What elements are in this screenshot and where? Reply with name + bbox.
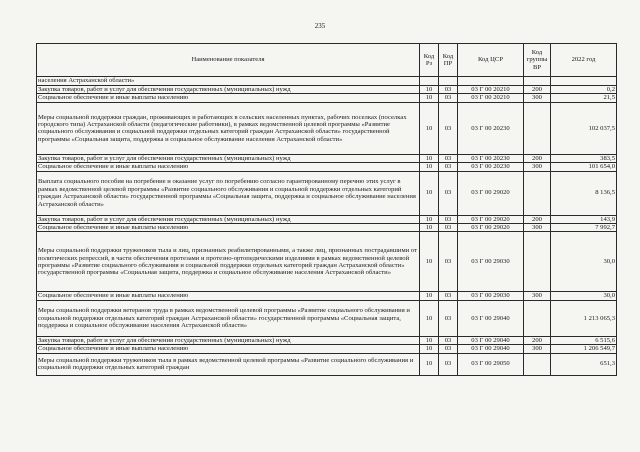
table-row <box>37 292 617 300</box>
cell-pr: 03 <box>439 292 458 300</box>
cell-csr: 03 Г 00 20210 <box>458 86 524 94</box>
cell-vr: 300 <box>524 94 551 102</box>
cell-vr: 300 <box>524 163 551 171</box>
cell-pr: 03 <box>439 300 458 336</box>
cell-amount: 1 206 549,7 <box>551 345 617 353</box>
cell-rz: 10 <box>420 292 439 300</box>
header-rz: Код Рз <box>420 44 439 77</box>
table-row <box>37 224 617 232</box>
table-row <box>37 353 617 375</box>
table-row <box>37 86 617 94</box>
cell-csr: 03 Г 00 29050 <box>458 353 524 375</box>
cell-csr: 03 Г 00 29040 <box>458 336 524 344</box>
cell-name: Меры социальной поддержки ветеранов труда в рамках ведомственной целевой программы «Развитие социального обслуживания и социальной поддержки отдельных категорий граждан Астраханской области» государственной программы «Социальная защита, поддержка и социальное обслуживание населения Астраханской области» <box>37 300 420 336</box>
cell-rz: 10 <box>420 154 439 162</box>
cell-pr: 03 <box>439 102 458 154</box>
cell-csr: 03 Г 00 29030 <box>458 232 524 292</box>
cell-pr: 03 <box>439 154 458 162</box>
cell-vr: 300 <box>524 345 551 353</box>
cell-name: Выплата социального пособия на погребение и оказание услуг по погребению согласно гарантированному перечню этих услуг в рамках ведомственной целевой программы «Развитие социального обслуживания и социальной поддержки отдельных категорий граждан Астраханской области» государственной программы «Социальная защита, поддержка и социальное обслуживание населения Астраханской области» <box>37 171 420 215</box>
cell-amount: 21,5 <box>551 94 617 102</box>
cell-pr <box>439 77 458 86</box>
header-year: 2022 год <box>551 44 617 77</box>
cell-rz: 10 <box>420 232 439 292</box>
cell-amount: 143,9 <box>551 215 617 223</box>
cell-csr: 03 Г 00 29030 <box>458 292 524 300</box>
cell-amount: 30,0 <box>551 232 617 292</box>
cell-name: Меры социальной поддержки тружеников тыла и лиц, признанных реабилитированными, а также лиц, признанных пострадавшими от политических репрессий, в части обеспечения протезами и протезно-ортопедическими изделиями в рамках ведомственной целевой программы «Развитие социального обслуживания и социальной поддержки отдельных категорий граждан Астраханской области» государственной программы «Социальная защита, поддержка и социальное обслуживание населения Астраханской области» <box>37 232 420 292</box>
cell-pr: 03 <box>439 163 458 171</box>
budget-table <box>36 43 617 376</box>
cell-name: Социальное обеспечение и иные выплаты населению <box>37 292 420 300</box>
cell-csr: 03 Г 00 20230 <box>458 154 524 162</box>
cell-amount: 102 037,5 <box>551 102 617 154</box>
header-pr: Код ПР <box>439 44 458 77</box>
cell-name: Закупка товаров, работ и услуг для обеспечения государственных (муниципальных) нужд <box>37 86 420 94</box>
cell-name: Закупка товаров, работ и услуг для обеспечения государственных (муниципальных) нужд <box>37 215 420 223</box>
cell-name: Закупка товаров, работ и услуг для обеспечения государственных (муниципальных) нужд <box>37 154 420 162</box>
cell-rz: 10 <box>420 224 439 232</box>
cell-pr: 03 <box>439 345 458 353</box>
cell-name: населения Астраханской области» <box>37 77 420 86</box>
cell-rz: 10 <box>420 215 439 223</box>
cell-amount: 6 515,6 <box>551 336 617 344</box>
table-header-row <box>37 44 617 77</box>
cell-amount <box>551 77 617 86</box>
cell-csr <box>458 77 524 86</box>
cell-name: Меры социальной поддержки граждан, проживающих и работающих в сельских населенных пунктах, рабочих поселках (поселках городского типа) Астраханской области (педагогические работники), в рамках ведомственной целевой программы «Развитие социального обслуживания и социальной поддержки отдельных категорий граждан Астраханской области» государственной программы «Социальная защита, поддержка и социальное обслуживание населения Астраханской области» <box>37 102 420 154</box>
cell-name: Закупка товаров, работ и услуг для обеспечения государственных (муниципальных) нужд <box>37 336 420 344</box>
cell-vr: 200 <box>524 215 551 223</box>
table-row <box>37 215 617 223</box>
cell-csr: 03 Г 00 29020 <box>458 215 524 223</box>
cell-vr: 200 <box>524 86 551 94</box>
cell-csr: 03 Г 00 20230 <box>458 163 524 171</box>
cell-vr: 200 <box>524 154 551 162</box>
cell-vr: 300 <box>524 292 551 300</box>
page-number: 235 <box>314 22 326 30</box>
cell-amount: 0,2 <box>551 86 617 94</box>
cell-pr: 03 <box>439 215 458 223</box>
cell-pr: 03 <box>439 94 458 102</box>
cell-name: Социальное обеспечение и иные выплаты населению <box>37 163 420 171</box>
table-row <box>37 102 617 154</box>
table-row <box>37 77 617 86</box>
header-name: Наименование показателя <box>37 44 420 77</box>
cell-rz: 10 <box>420 102 439 154</box>
cell-rz: 10 <box>420 353 439 375</box>
cell-rz: 10 <box>420 94 439 102</box>
cell-pr: 03 <box>439 336 458 344</box>
table-row <box>37 300 617 336</box>
cell-amount: 7 992,7 <box>551 224 617 232</box>
cell-amount: 383,5 <box>551 154 617 162</box>
cell-rz <box>420 77 439 86</box>
cell-vr: 300 <box>524 224 551 232</box>
cell-rz: 10 <box>420 345 439 353</box>
header-vr: Код группы ВР <box>524 44 551 77</box>
cell-vr <box>524 171 551 215</box>
cell-csr: 03 Г 00 29040 <box>458 345 524 353</box>
cell-amount: 1 213 065,3 <box>551 300 617 336</box>
cell-rz: 10 <box>420 336 439 344</box>
cell-vr <box>524 300 551 336</box>
cell-csr: 03 Г 00 20210 <box>458 94 524 102</box>
cell-csr: 03 Г 00 29020 <box>458 224 524 232</box>
cell-vr <box>524 77 551 86</box>
cell-rz: 10 <box>420 163 439 171</box>
table-body <box>37 77 617 376</box>
cell-pr: 03 <box>439 353 458 375</box>
cell-rz: 10 <box>420 300 439 336</box>
cell-vr <box>524 232 551 292</box>
table-row <box>37 163 617 171</box>
cell-csr: 03 Г 00 20230 <box>458 102 524 154</box>
cell-pr: 03 <box>439 171 458 215</box>
cell-amount: 30,0 <box>551 292 617 300</box>
cell-name: Меры социальной поддержки тружеников тыла в рамках ведомственной целевой программы «Развитие социального обслуживания и социальной поддержки отдельных категорий граждан <box>37 353 420 375</box>
cell-amount: 651,3 <box>551 353 617 375</box>
cell-rz: 10 <box>420 171 439 215</box>
table-row <box>37 154 617 162</box>
table-row <box>37 345 617 353</box>
table-row <box>37 94 617 102</box>
cell-pr: 03 <box>439 232 458 292</box>
cell-vr <box>524 102 551 154</box>
table-row <box>37 232 617 292</box>
cell-csr: 03 Г 00 29040 <box>458 300 524 336</box>
cell-name: Социальное обеспечение и иные выплаты населению <box>37 345 420 353</box>
table-row <box>37 336 617 344</box>
header-csr: Код ЦСР <box>458 44 524 77</box>
cell-csr: 03 Г 00 29020 <box>458 171 524 215</box>
cell-vr: 200 <box>524 336 551 344</box>
cell-rz: 10 <box>420 86 439 94</box>
cell-pr: 03 <box>439 86 458 94</box>
cell-vr <box>524 353 551 375</box>
cell-name: Социальное обеспечение и иные выплаты населению <box>37 94 420 102</box>
cell-amount: 8 136,5 <box>551 171 617 215</box>
cell-amount: 101 654,0 <box>551 163 617 171</box>
cell-pr: 03 <box>439 224 458 232</box>
table-row <box>37 171 617 215</box>
cell-name: Социальное обеспечение и иные выплаты населению <box>37 224 420 232</box>
